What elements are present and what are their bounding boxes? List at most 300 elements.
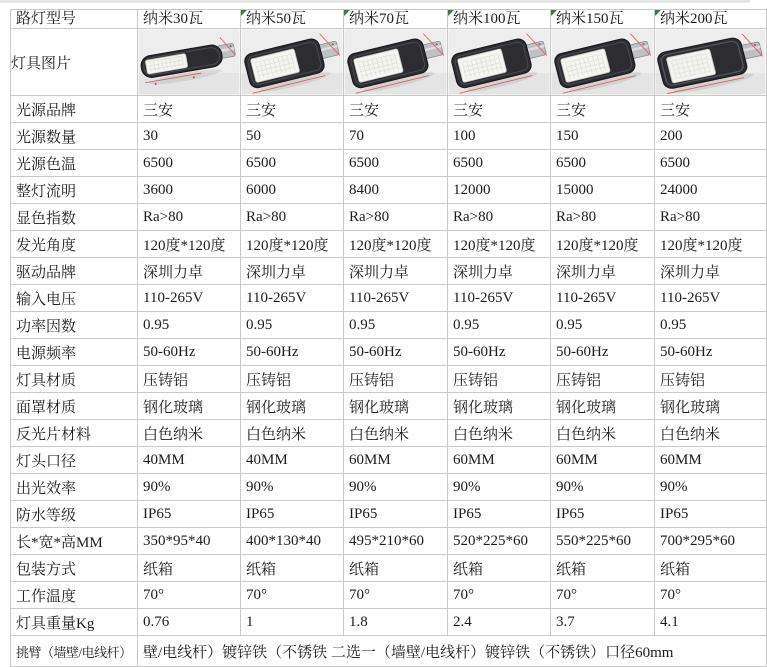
product-photo xyxy=(241,29,343,95)
spec-row xyxy=(11,528,767,555)
spec-value-cell xyxy=(448,285,551,312)
spec-value-cell-text: 深圳力卓 xyxy=(453,264,514,281)
spec-row xyxy=(11,258,767,285)
model-name-cell-text: 纳米200瓦 xyxy=(660,11,728,27)
spec-value-cell xyxy=(241,204,344,231)
row-label-model xyxy=(11,10,138,29)
spec-value-cell xyxy=(241,231,344,258)
spec-value-cell xyxy=(448,339,551,366)
spec-value-cell xyxy=(655,420,767,447)
spec-row-label-text: 灯具材质 xyxy=(16,372,77,389)
spec-row xyxy=(11,96,767,123)
spec-row-label-text: 防水等级 xyxy=(16,507,77,524)
spec-row-label xyxy=(11,447,138,474)
spec-value-cell xyxy=(655,555,767,582)
spec-value-cell-text: 70 xyxy=(349,127,364,144)
spec-value-cell xyxy=(655,231,767,258)
spec-value-cell-text: 深圳力卓 xyxy=(660,264,721,281)
spec-value-cell-text: 深圳力卓 xyxy=(143,264,204,281)
spec-value-cell-text: 70° xyxy=(556,586,577,603)
spec-row-label-text: 光源色温 xyxy=(16,156,77,173)
model-name-cell xyxy=(448,10,551,29)
spec-value-cell-text: Ra>80 xyxy=(349,208,390,225)
spec-value-cell xyxy=(138,204,241,231)
spec-value-cell-text: 0.95 xyxy=(660,316,687,333)
spec-row xyxy=(11,285,767,312)
spec-value-cell-text: 0.95 xyxy=(143,316,170,333)
spec-value-cell-text: 30 xyxy=(143,127,158,144)
spec-value-cell xyxy=(448,528,551,555)
spec-value-cell-text: 白色纳米 xyxy=(453,426,514,443)
spec-value-cell xyxy=(551,231,655,258)
corner-flag-icon xyxy=(551,10,557,16)
spec-value-cell-text: 120度*120度 xyxy=(556,237,639,254)
model-name-cell xyxy=(551,10,655,29)
spec-row-label xyxy=(11,582,138,609)
spec-value-cell-text: 3.7 xyxy=(556,613,575,630)
spec-value-cell-text: 50-60Hz xyxy=(453,343,506,360)
spec-value-cell-text: 压铸铝 xyxy=(660,372,706,389)
row-label-photo xyxy=(11,29,138,96)
spec-value-cell xyxy=(448,447,551,474)
spec-value-cell-text: 120度*120度 xyxy=(246,237,329,254)
spec-value-cell xyxy=(138,447,241,474)
bracket-row-label xyxy=(11,636,138,667)
spec-value-cell xyxy=(448,204,551,231)
spec-row xyxy=(11,555,767,582)
spec-value-cell xyxy=(551,339,655,366)
bracket-text-cell xyxy=(138,636,767,667)
spec-value-cell xyxy=(655,582,767,609)
spec-value-cell-text: 110-265V xyxy=(660,289,721,306)
spec-value-cell xyxy=(138,501,241,528)
spec-row-label xyxy=(11,366,138,393)
model-name-cell-text: 纳米150瓦 xyxy=(556,11,624,27)
spec-value-cell xyxy=(344,285,448,312)
spec-row-label-text: 包装方式 xyxy=(16,561,77,578)
spec-value-cell-text: 50 xyxy=(246,127,261,144)
spec-value-cell-text: 三安 xyxy=(556,102,587,119)
spec-value-cell-text: 深圳力卓 xyxy=(349,264,410,281)
spec-value-cell xyxy=(241,177,344,204)
spec-row xyxy=(11,204,767,231)
spec-value-cell xyxy=(138,258,241,285)
spec-value-cell-text: 钢化玻璃 xyxy=(453,399,514,416)
spec-row-label-text: 工作温度 xyxy=(16,588,77,605)
spec-value-cell xyxy=(448,366,551,393)
spec-value-cell xyxy=(655,447,767,474)
spec-value-cell xyxy=(655,609,767,636)
spec-value-cell xyxy=(448,555,551,582)
spec-value-cell xyxy=(241,285,344,312)
spec-value-cell-text: 纸箱 xyxy=(349,561,380,578)
spec-value-cell xyxy=(344,177,448,204)
spec-value-cell-text: 60MM xyxy=(349,451,391,468)
spec-value-cell xyxy=(344,582,448,609)
spec-value-cell xyxy=(344,231,448,258)
product-photo-cell xyxy=(448,29,551,96)
spec-value-cell xyxy=(344,555,448,582)
spec-value-cell-text: 深圳力卓 xyxy=(556,264,617,281)
spec-value-cell-text: 6500 xyxy=(453,154,483,171)
spec-value-cell-text: 90% xyxy=(453,478,481,495)
product-photo-row xyxy=(11,29,767,96)
spec-value-cell-text: IP65 xyxy=(349,505,378,522)
spec-value-cell xyxy=(138,366,241,393)
spec-value-cell xyxy=(241,609,344,636)
spec-value-cell-text: 纸箱 xyxy=(556,561,587,578)
spec-value-cell-text: 6000 xyxy=(246,181,276,198)
spec-value-cell-text: 70° xyxy=(349,586,370,603)
spec-value-cell-text: 24000 xyxy=(660,181,698,198)
spec-value-cell-text: 6500 xyxy=(246,154,276,171)
spec-value-cell xyxy=(344,339,448,366)
spec-row-label-text: 出光效率 xyxy=(16,480,77,497)
product-photo xyxy=(448,29,550,95)
spec-value-cell xyxy=(448,231,551,258)
spec-row-label-text: 光源数量 xyxy=(16,129,77,146)
spec-value-cell xyxy=(241,447,344,474)
spec-value-cell-text: 50-60Hz xyxy=(660,343,713,360)
spec-value-cell-text: 压铸铝 xyxy=(143,372,189,389)
model-name-cell-text: 纳米100瓦 xyxy=(453,11,521,27)
spec-value-cell-text: 0.95 xyxy=(349,316,376,333)
spec-row-label-text: 长*宽*高MM xyxy=(16,534,103,551)
spec-value-cell xyxy=(344,204,448,231)
page-top-divider xyxy=(0,0,750,3)
spec-value-cell-text: 三安 xyxy=(349,102,380,119)
model-name-cell-text: 纳米30瓦 xyxy=(143,11,204,27)
spec-row xyxy=(11,420,767,447)
spec-value-cell xyxy=(344,96,448,123)
spec-value-cell-text: Ra>80 xyxy=(143,208,184,225)
spec-value-cell xyxy=(551,447,655,474)
spec-value-cell xyxy=(551,609,655,636)
spec-value-cell xyxy=(138,555,241,582)
spec-value-cell xyxy=(551,258,655,285)
spec-value-cell xyxy=(241,96,344,123)
spec-value-cell xyxy=(241,474,344,501)
spec-value-cell xyxy=(448,123,551,150)
product-photo-cell xyxy=(138,29,241,96)
spec-value-cell-text: 纸箱 xyxy=(660,561,691,578)
spec-value-cell-text: 60MM xyxy=(660,451,702,468)
spec-value-cell xyxy=(448,177,551,204)
spec-value-cell-text: IP65 xyxy=(556,505,585,522)
spec-value-cell xyxy=(448,96,551,123)
spec-value-cell xyxy=(344,501,448,528)
spec-value-cell xyxy=(655,177,767,204)
spec-row-label xyxy=(11,393,138,420)
spec-value-cell xyxy=(241,366,344,393)
spec-row-label-text: 功率因数 xyxy=(16,318,77,335)
spec-value-cell-text: 350*95*40 xyxy=(143,532,211,549)
corner-flag-icon xyxy=(344,10,350,16)
spec-value-cell xyxy=(655,393,767,420)
spec-value-cell xyxy=(241,150,344,177)
spec-row-label xyxy=(11,555,138,582)
spec-value-cell-text: 520*225*60 xyxy=(453,532,528,549)
spec-row xyxy=(11,123,767,150)
spec-value-cell-text: 4.1 xyxy=(660,613,679,630)
spec-value-cell xyxy=(448,582,551,609)
spec-row-label xyxy=(11,123,138,150)
spec-value-cell-text: 三安 xyxy=(453,102,484,119)
spec-value-cell xyxy=(655,366,767,393)
spec-row-label xyxy=(11,528,138,555)
spec-value-cell-text: 70° xyxy=(660,586,681,603)
spec-value-cell xyxy=(138,285,241,312)
spec-value-cell xyxy=(241,555,344,582)
spec-row xyxy=(11,609,767,636)
spec-value-cell xyxy=(138,96,241,123)
spec-row-label xyxy=(11,150,138,177)
spec-value-cell xyxy=(551,177,655,204)
spec-value-cell-text: 纸箱 xyxy=(143,561,174,578)
bracket-text-cell-text: 壁/电线杆）镀锌铁（不锈铁 二选一（墙壁/电线杆）镀锌铁（不锈铁）口径60mm xyxy=(143,644,674,661)
spec-value-cell xyxy=(551,474,655,501)
spec-value-cell-text: 白色纳米 xyxy=(349,426,410,443)
spec-value-cell xyxy=(344,528,448,555)
spec-value-cell xyxy=(344,420,448,447)
spec-value-cell-text: 120度*120度 xyxy=(660,237,743,254)
spec-value-cell-text: 40MM xyxy=(246,451,288,468)
spec-value-cell-text: 50-60Hz xyxy=(349,343,402,360)
spec-value-cell-text: 90% xyxy=(246,478,274,495)
spec-value-cell xyxy=(551,150,655,177)
spec-value-cell xyxy=(655,150,767,177)
product-photo-cell xyxy=(551,29,655,96)
spec-value-cell-text: 3600 xyxy=(143,181,173,198)
spec-value-cell-text: 钢化玻璃 xyxy=(143,399,204,416)
spec-value-cell xyxy=(241,582,344,609)
spec-value-cell-text: 0.95 xyxy=(453,316,480,333)
spec-value-cell xyxy=(138,609,241,636)
model-name-cell-text: 纳米50瓦 xyxy=(246,11,307,27)
spec-value-cell-text: 40MM xyxy=(143,451,185,468)
spec-value-cell-text: 压铸铝 xyxy=(556,372,602,389)
spec-value-cell xyxy=(551,582,655,609)
product-photo xyxy=(344,29,447,95)
spec-row-label-text: 整灯流明 xyxy=(16,183,77,200)
spec-value-cell-text: 三安 xyxy=(143,102,174,119)
spec-value-cell xyxy=(551,366,655,393)
spec-value-cell-text: 钢化玻璃 xyxy=(660,399,721,416)
spec-value-cell-text: 60MM xyxy=(556,451,598,468)
spec-value-cell-text: 12000 xyxy=(453,181,491,198)
spec-row-label-text: 灯具重量Kg xyxy=(16,615,95,632)
spec-value-cell xyxy=(655,339,767,366)
spec-value-cell-text: 8400 xyxy=(349,181,379,198)
model-name-cell xyxy=(344,10,448,29)
spec-value-cell xyxy=(344,150,448,177)
spec-value-cell-text: 压铸铝 xyxy=(453,372,499,389)
spec-row-label xyxy=(11,312,138,339)
spec-value-cell xyxy=(551,420,655,447)
spec-row xyxy=(11,339,767,366)
spec-value-cell xyxy=(138,177,241,204)
spec-value-cell xyxy=(551,528,655,555)
bracket-row-label-text: 挑臂（墙壁/电线杆） xyxy=(16,644,132,660)
spec-value-cell-text: 1.8 xyxy=(349,613,368,630)
spec-value-cell xyxy=(138,582,241,609)
spec-value-cell-text: 纸箱 xyxy=(453,561,484,578)
spec-value-cell-text: 2.4 xyxy=(453,613,472,630)
spec-value-cell xyxy=(241,312,344,339)
spec-value-cell-text: 6500 xyxy=(143,154,173,171)
spec-value-cell xyxy=(138,312,241,339)
spec-value-cell-text: 400*130*40 xyxy=(246,532,321,549)
spec-value-cell xyxy=(138,123,241,150)
spec-value-cell-text: 700*295*60 xyxy=(660,532,735,549)
spec-value-cell xyxy=(344,393,448,420)
spec-table xyxy=(10,9,767,667)
spec-value-cell xyxy=(551,285,655,312)
spec-row xyxy=(11,231,767,258)
spec-value-cell xyxy=(241,123,344,150)
spec-value-cell-text: 6500 xyxy=(349,154,379,171)
row-label-model-text: 路灯型号 xyxy=(16,11,77,27)
spec-value-cell-text: Ra>80 xyxy=(453,208,494,225)
spec-value-cell xyxy=(551,393,655,420)
spec-row xyxy=(11,474,767,501)
model-name-cell xyxy=(241,10,344,29)
corner-flag-icon xyxy=(655,10,661,16)
spec-value-cell-text: 钢化玻璃 xyxy=(246,399,307,416)
spec-value-cell xyxy=(344,474,448,501)
spec-value-cell-text: 钢化玻璃 xyxy=(556,399,617,416)
spec-value-cell xyxy=(655,501,767,528)
spec-value-cell-text: 110-265V xyxy=(453,289,514,306)
spec-value-cell-text: 白色纳米 xyxy=(556,426,617,443)
spec-value-cell-text: 110-265V xyxy=(556,289,617,306)
spec-row-label-text: 输入电压 xyxy=(16,291,77,308)
spec-row-label-text: 驱动品牌 xyxy=(16,264,77,281)
spec-value-cell-text: IP65 xyxy=(660,505,689,522)
spec-value-cell-text: 白色纳米 xyxy=(660,426,721,443)
spec-row xyxy=(11,447,767,474)
spec-value-cell xyxy=(241,258,344,285)
product-photo-cell xyxy=(655,29,767,96)
product-photo xyxy=(655,29,766,95)
spec-value-cell xyxy=(655,258,767,285)
spec-value-cell xyxy=(448,393,551,420)
spec-value-cell xyxy=(448,609,551,636)
spec-value-cell xyxy=(138,393,241,420)
spec-row-label xyxy=(11,177,138,204)
spec-value-cell-text: 550*225*60 xyxy=(556,532,631,549)
spec-value-cell-text: 70° xyxy=(246,586,267,603)
spec-value-cell-text: 120度*120度 xyxy=(143,237,226,254)
spec-row-label xyxy=(11,96,138,123)
spec-value-cell xyxy=(655,312,767,339)
spec-value-cell-text: 1 xyxy=(246,613,254,630)
spec-value-cell-text: IP65 xyxy=(453,505,482,522)
spec-value-cell-text: 60MM xyxy=(453,451,495,468)
row-label-photo-text: 灯具图片 xyxy=(11,55,72,72)
spec-row-label-text: 电源频率 xyxy=(16,345,77,362)
spec-value-cell-text: 50-60Hz xyxy=(246,343,299,360)
spec-row xyxy=(11,393,767,420)
spec-value-cell-text: 90% xyxy=(349,478,377,495)
spec-value-cell xyxy=(551,555,655,582)
spec-value-cell-text: 110-265V xyxy=(143,289,204,306)
spec-value-cell-text: 0.76 xyxy=(143,613,170,630)
spec-value-cell-text: Ra>80 xyxy=(556,208,597,225)
spec-value-cell xyxy=(551,312,655,339)
spec-value-cell xyxy=(241,339,344,366)
spec-row-label xyxy=(11,501,138,528)
spec-value-cell xyxy=(655,528,767,555)
spec-row xyxy=(11,501,767,528)
spec-value-cell-text: 110-265V xyxy=(246,289,307,306)
spec-row xyxy=(11,150,767,177)
spec-row-label xyxy=(11,231,138,258)
spec-value-cell xyxy=(241,528,344,555)
spec-value-cell-text: 70° xyxy=(143,586,164,603)
spec-value-cell-text: 三安 xyxy=(660,102,691,119)
spec-row-label-text: 灯头口径 xyxy=(16,453,77,470)
spec-value-cell-text: 6500 xyxy=(556,154,586,171)
spec-value-cell xyxy=(448,501,551,528)
spec-value-cell-text: 110-265V xyxy=(349,289,410,306)
model-name-cell xyxy=(655,10,767,29)
spec-value-cell xyxy=(448,258,551,285)
corner-flag-icon xyxy=(448,10,454,16)
spec-row-label-text: 显色指数 xyxy=(16,210,77,227)
spec-value-cell-text: 三安 xyxy=(246,102,277,119)
spec-value-cell-text: 120度*120度 xyxy=(349,237,432,254)
spec-value-cell-text: 90% xyxy=(556,478,584,495)
spec-value-cell-text: IP65 xyxy=(143,505,172,522)
spec-value-cell xyxy=(551,501,655,528)
spec-value-cell xyxy=(551,123,655,150)
spec-value-cell-text: 90% xyxy=(143,478,171,495)
spec-row-label xyxy=(11,339,138,366)
spec-value-cell xyxy=(241,501,344,528)
spec-value-cell-text: 压铸铝 xyxy=(349,372,395,389)
spec-value-cell xyxy=(655,474,767,501)
spec-value-cell-text: 200 xyxy=(660,127,683,144)
spec-row xyxy=(11,312,767,339)
spec-value-cell-text: 100 xyxy=(453,127,476,144)
spec-value-cell-text: 120度*120度 xyxy=(453,237,536,254)
spec-value-cell xyxy=(344,366,448,393)
spec-value-cell-text: 白色纳米 xyxy=(143,426,204,443)
spec-value-cell-text: 90% xyxy=(660,478,688,495)
product-photo xyxy=(551,29,654,95)
model-name-cell-text: 纳米70瓦 xyxy=(349,11,410,27)
spec-value-cell xyxy=(241,420,344,447)
spec-value-cell xyxy=(138,339,241,366)
spec-value-cell xyxy=(448,474,551,501)
spec-value-cell xyxy=(551,204,655,231)
spec-value-cell xyxy=(344,447,448,474)
spec-row xyxy=(11,366,767,393)
corner-flag-icon xyxy=(241,10,247,16)
spec-value-cell xyxy=(344,258,448,285)
spec-value-cell xyxy=(138,150,241,177)
spec-row-label xyxy=(11,474,138,501)
spec-row-label-text: 光源品牌 xyxy=(16,102,77,119)
spec-value-cell xyxy=(344,123,448,150)
spec-value-cell-text: 白色纳米 xyxy=(246,426,307,443)
spec-value-cell-text: 钢化玻璃 xyxy=(349,399,410,416)
spec-value-cell xyxy=(448,420,551,447)
spec-row xyxy=(11,177,767,204)
spec-row-label-text: 面罩材质 xyxy=(16,399,77,416)
spec-value-cell-text: 0.95 xyxy=(556,316,583,333)
